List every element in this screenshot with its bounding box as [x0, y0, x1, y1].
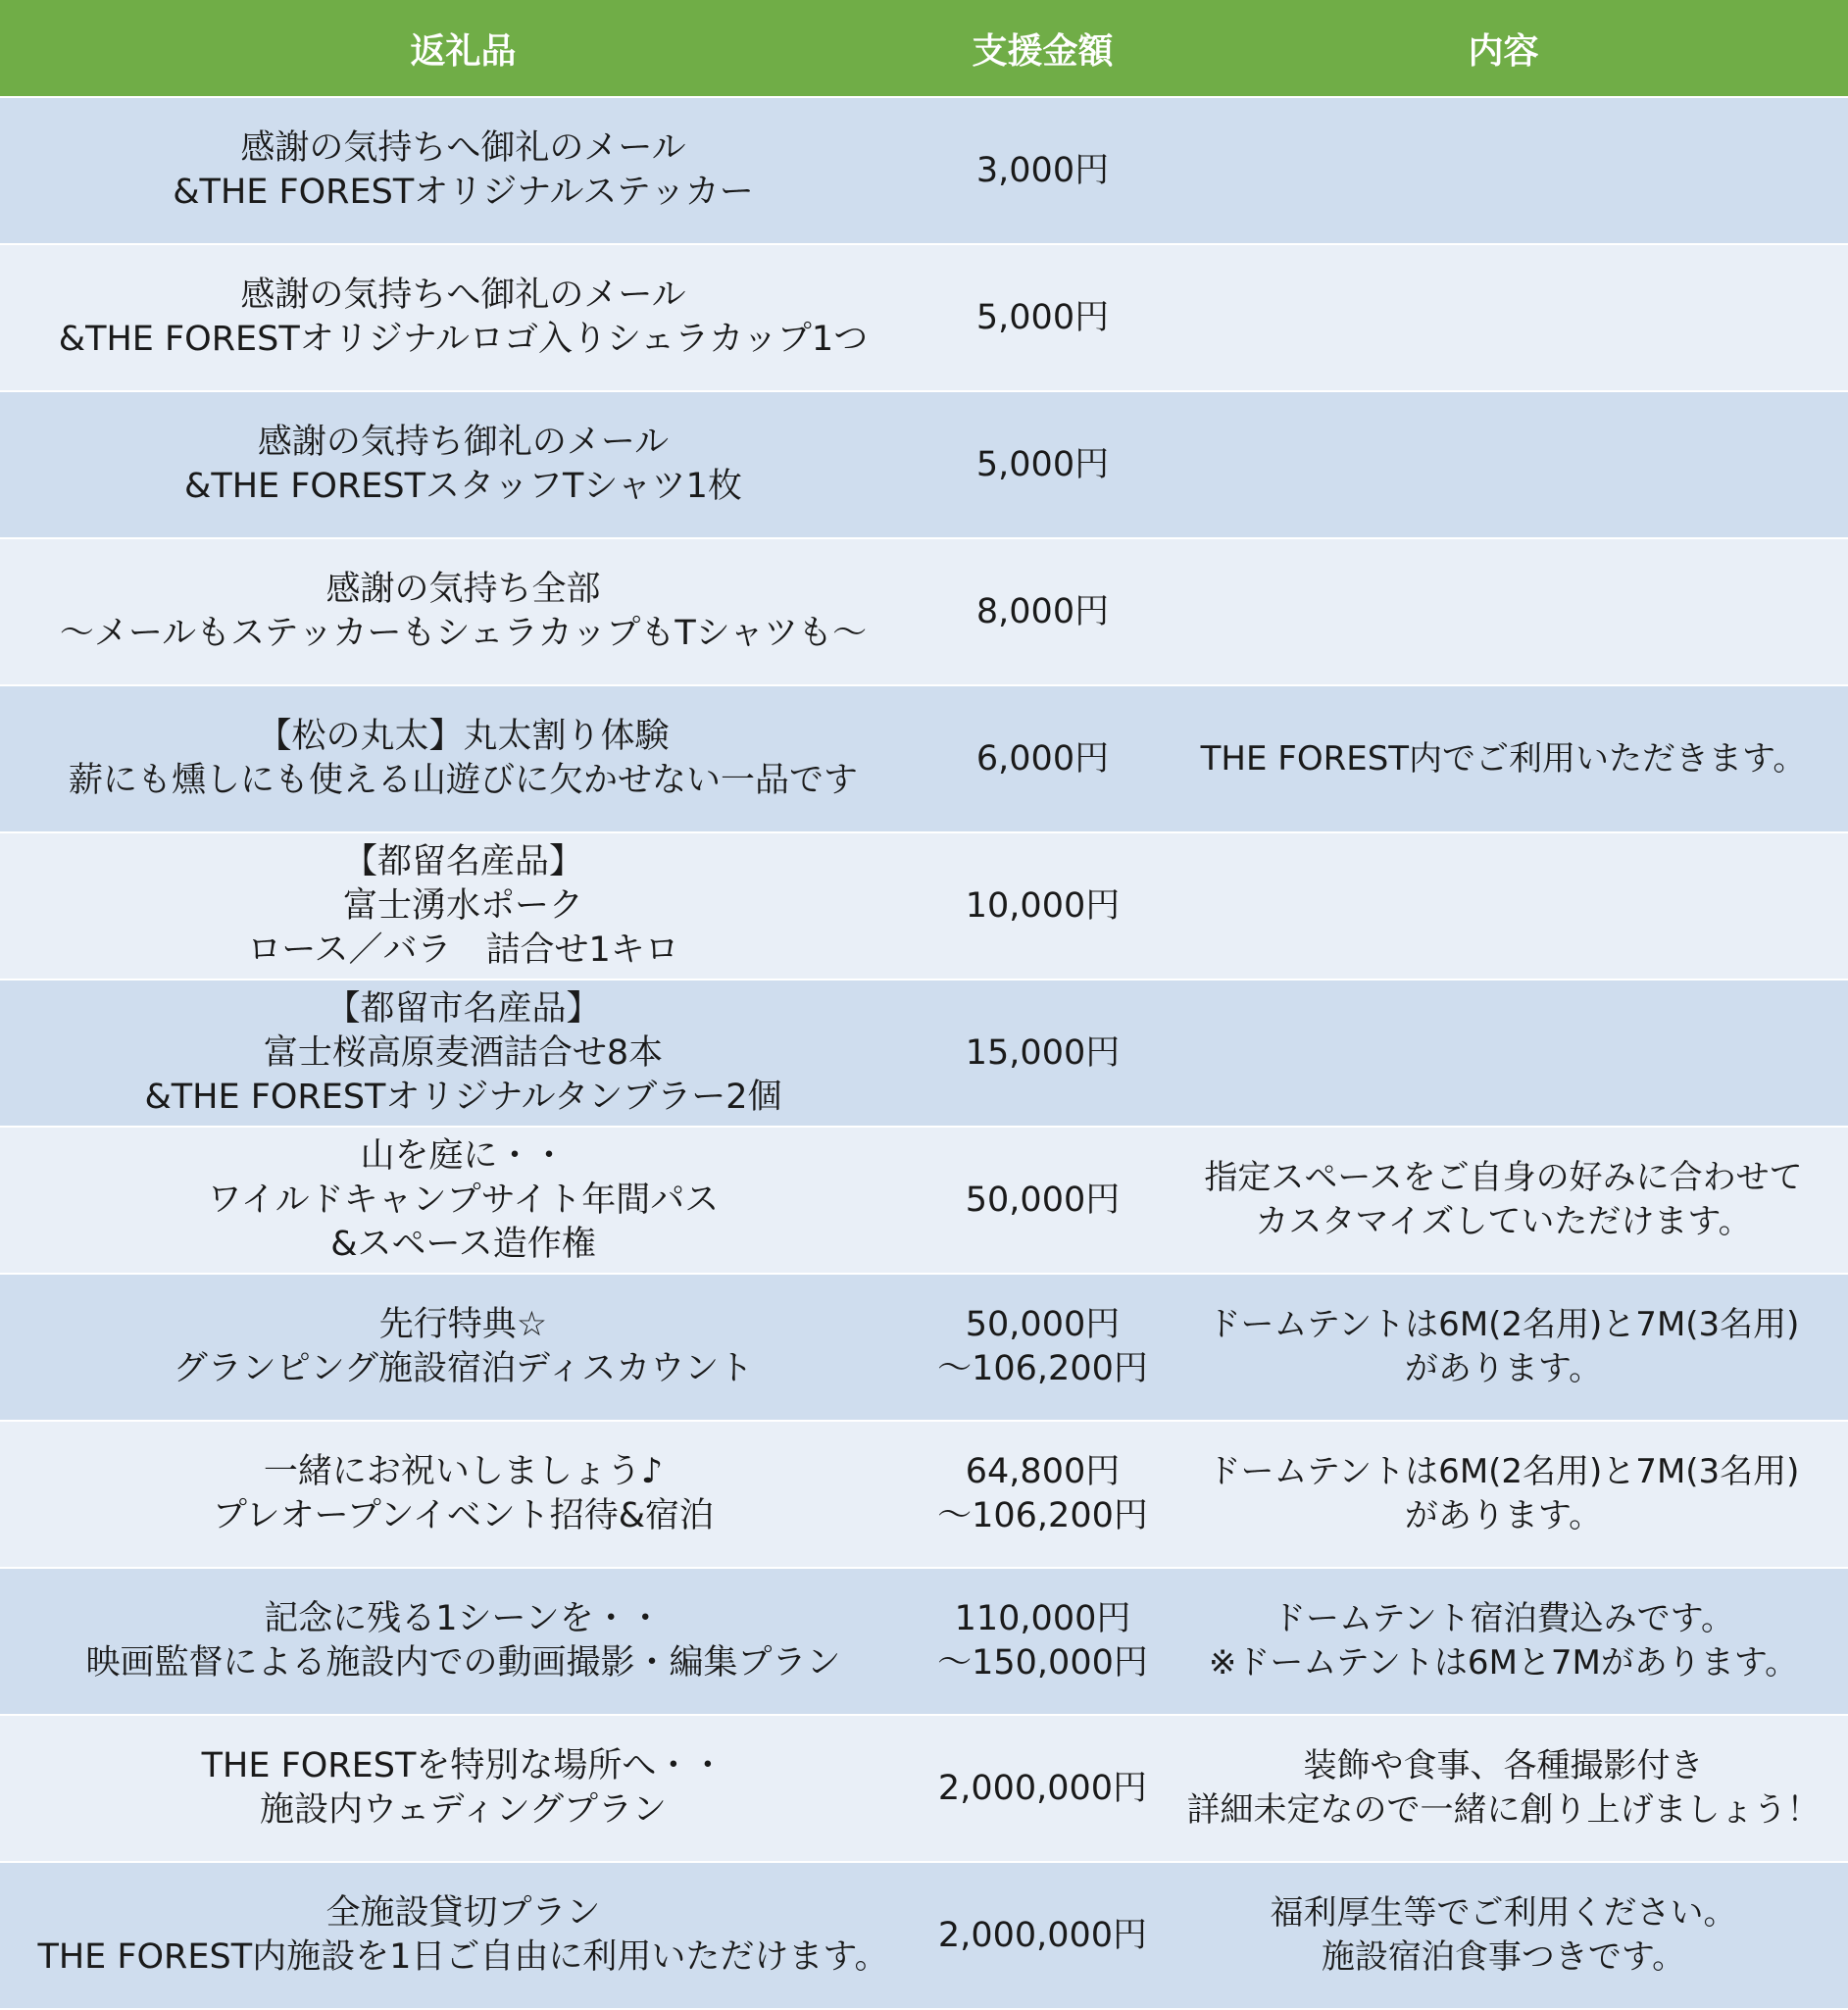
reward-item: 感謝の気持ちへ御礼のメール &THE FORESTオリジナルロゴ入りシェラカップ1つ — [0, 244, 926, 391]
reward-item: 記念に残る1シーンを・・ 映画監督による施設内での動画撮影・編集プラン — [0, 1568, 926, 1715]
table-row — [0, 1568, 1848, 1715]
reward-item: 感謝の気持ちへ御礼のメール &THE FORESTオリジナルステッカー — [0, 97, 926, 244]
support-amount: 5,000円 — [926, 244, 1159, 391]
table-row — [0, 685, 1848, 832]
support-amount: 10,000円 — [926, 832, 1159, 980]
reward-item: 感謝の気持ち全部 ～メールもステッカーもシェラカップもTシャツも～ — [0, 538, 926, 685]
reward-content: 指定スペースをご自身の好みに合わせて カスタマイズしていただけます。 — [1159, 1127, 1848, 1274]
table-row — [0, 391, 1848, 538]
reward-content — [1159, 980, 1848, 1127]
table-header-row — [0, 0, 1848, 97]
support-amount: 2,000,000円 — [926, 1862, 1159, 2008]
reward-content: ドームテントは6M(2名用)と7M(3名用) があります。 — [1159, 1274, 1848, 1421]
reward-item: 全施設貸切プラン THE FOREST内施設を1日ご自由に利用いただけます。 — [0, 1862, 926, 2008]
reward-content: ドームテントは6M(2名用)と7M(3名用) があります。 — [1159, 1421, 1848, 1568]
table-row — [0, 97, 1848, 244]
support-amount: 15,000円 — [926, 980, 1159, 1127]
reward-item: 感謝の気持ち御礼のメール &THE FORESTスタッフTシャツ1枚 — [0, 391, 926, 538]
table-row — [0, 244, 1848, 391]
table-row — [0, 1862, 1848, 2008]
support-amount: 6,000円 — [926, 685, 1159, 832]
reward-content: 装飾や食事、各種撮影付き 詳細未定なので一緒に創り上げましょう！ — [1159, 1715, 1848, 1862]
table-row — [0, 1715, 1848, 1862]
header-amount: 支援金額 — [926, 0, 1159, 97]
reward-content: 福利厚生等でご利用ください。 施設宿泊食事つきです。 — [1159, 1862, 1848, 2008]
header-item: 返礼品 — [0, 0, 926, 97]
support-amount: 5,000円 — [926, 391, 1159, 538]
reward-content — [1159, 97, 1848, 244]
reward-item: 先行特典☆ グランピング施設宿泊ディスカウント — [0, 1274, 926, 1421]
reward-content — [1159, 391, 1848, 538]
reward-content: THE FOREST内でご利用いただきます。 — [1159, 685, 1848, 832]
reward-content — [1159, 244, 1848, 391]
reward-content — [1159, 538, 1848, 685]
reward-content: ドームテント宿泊費込みです。 ※ドームテントは6Mと7Mがあります。 — [1159, 1568, 1848, 1715]
table-row — [0, 1127, 1848, 1274]
reward-item: THE FORESTを特別な場所へ・・ 施設内ウェディングプラン — [0, 1715, 926, 1862]
table-row — [0, 538, 1848, 685]
reward-item: 【都留名産品】 富士湧水ポーク ロース／バラ 詰合せ1キロ — [0, 832, 926, 980]
support-amount: 3,000円 — [926, 97, 1159, 244]
support-amount: 50,000円 ～106,200円 — [926, 1274, 1159, 1421]
reward-item: 【松の丸太】丸太割り体験 薪にも燻しにも使える山遊びに欠かせない一品です — [0, 685, 926, 832]
table-row — [0, 1274, 1848, 1421]
reward-item: 一緒にお祝いしましょう♪ プレオープンイベント招待&宿泊 — [0, 1421, 926, 1568]
header-content: 内容 — [1159, 0, 1848, 97]
table-row — [0, 980, 1848, 1127]
support-amount: 8,000円 — [926, 538, 1159, 685]
support-amount: 50,000円 — [926, 1127, 1159, 1274]
table-row — [0, 832, 1848, 980]
support-amount: 64,800円 ～106,200円 — [926, 1421, 1159, 1568]
support-amount: 2,000,000円 — [926, 1715, 1159, 1862]
reward-content — [1159, 832, 1848, 980]
reward-item: 山を庭に・・ ワイルドキャンプサイト年間パス &スペース造作権 — [0, 1127, 926, 1274]
table-row — [0, 1421, 1848, 1568]
support-amount: 110,000円 ～150,000円 — [926, 1568, 1159, 1715]
reward-item: 【都留市名産品】 富士桜高原麦酒詰合せ8本 &THE FORESTオリジナルタンブラー2個 — [0, 980, 926, 1127]
